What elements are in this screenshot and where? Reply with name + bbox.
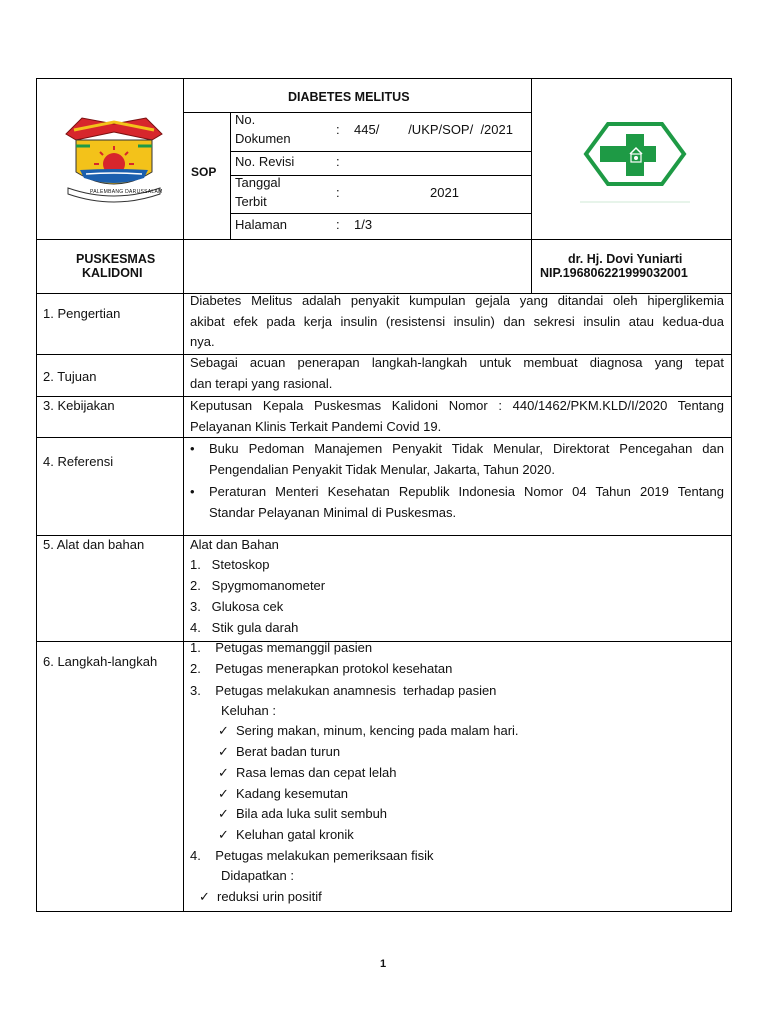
check-icon: [190, 889, 202, 905]
no-revisi-colon: :: [336, 154, 340, 169]
langkah-step: 3. Petugas melakukan anamnesis terhadap pasien: [190, 683, 497, 698]
signatory-nip: NIP.196806221999032001: [540, 266, 688, 280]
keluhan-item: ✓ Keluhan gatal kronik: [236, 827, 354, 843]
org-name-line-1: PUSKESMAS: [76, 252, 156, 266]
tanggal-terbit-value: 2021: [430, 185, 459, 200]
referensi-item-2-line-2: Standar Pelayanan Minimal di Puskesmas.: [209, 505, 457, 520]
tujuan-line-1: Sebagai acuan penerapan langkah-langkah untuk membuat diagnosa yang tepat: [190, 355, 724, 370]
alat-item: 1. Stetoskop: [190, 557, 270, 572]
tanggal-terbit-label-1: Tanggal: [235, 175, 281, 190]
halaman-value: 1/3: [354, 217, 373, 232]
referensi-item-1-line-1: • Buku Pedoman Manajemen Penyakit Tidak Menular, Direktorat Pencegahan dan: [209, 441, 724, 457]
no-dokumen-colon: :: [336, 122, 340, 137]
section-label-tujuan: 2. Tujuan: [43, 369, 97, 384]
document-title: DIABETES MELITUS: [288, 90, 410, 104]
no-dokumen-label-1: No.: [235, 112, 256, 127]
section-label-referensi: 4. Referensi: [43, 454, 114, 469]
crest-motto: PALEMBANG DARUSSALAM: [90, 189, 163, 195]
referensi-item-2-line-1: • Peraturan Menteri Kesehatan Republik Indonesia Nomor 04 Tahun 2019 Tentang: [209, 484, 724, 500]
keluhan-label: Keluhan :: [221, 703, 276, 718]
langkah-step-4: 4. Petugas melakukan pemeriksaan fisik: [190, 848, 434, 863]
page-number: 1: [380, 958, 387, 970]
alat-item: 2. Spygmomanometer: [190, 578, 326, 593]
no-dokumen-label-2: Dokumen: [235, 131, 291, 146]
section-label-alat: 5. Alat dan bahan: [43, 537, 145, 552]
city-crest-logo: [60, 112, 168, 206]
pengertian-line-2: akibat efek pada kerja insulin (resistensi insulin) dan sekresi insulin atau kedua-dua: [190, 314, 724, 329]
alat-heading: Alat dan Bahan: [190, 537, 279, 552]
alat-item: 4. Stik gula darah: [190, 620, 299, 635]
keluhan-item: ✓ Kadang kesemutan: [236, 786, 348, 802]
keluhan-item: ✓ Rasa lemas dan cepat lelah: [236, 765, 396, 781]
referensi-item-1-line-2: Pengendalian Penyakit Tidak Menular, Jakarta, Tahun 2020.: [209, 462, 555, 477]
pengertian-line-3: nya.: [190, 334, 215, 349]
sop-label: SOP: [191, 165, 217, 179]
section-label-kebijakan: 3. Kebijakan: [43, 398, 115, 413]
tanggal-terbit-colon: :: [336, 185, 340, 200]
keluhan-item: ✓ Berat badan turun: [236, 744, 340, 760]
alat-item: 3. Glukosa cek: [190, 599, 284, 614]
halaman-label: Halaman: [235, 217, 288, 232]
section-label-pengertian: 1. Pengertian: [43, 306, 121, 321]
didapatkan-label: Didapatkan :: [221, 868, 294, 883]
puskesmas-logo: [580, 120, 690, 206]
no-dokumen-value: 445/ /UKP/SOP/ /2021: [354, 122, 513, 137]
pengertian-line-1: Diabetes Melitus adalah penyakit kumpulan gejala yang ditandai oleh hiperglikemia: [190, 293, 724, 308]
keluhan-item: ✓ Sering makan, minum, kencing pada malam hari.: [236, 723, 519, 739]
no-revisi-label: No. Revisi: [235, 154, 295, 169]
section-label-langkah: 6. Langkah-langkah: [43, 654, 158, 669]
tanggal-terbit-label-2: Terbit: [235, 194, 267, 209]
signatory-name: dr. Hj. Dovi Yuniarti: [568, 252, 683, 266]
langkah-step: 1. Petugas memanggil pasien: [190, 640, 373, 655]
langkah-step: 2. Petugas menerapkan protokol kesehatan: [190, 661, 453, 676]
halaman-colon: :: [336, 217, 340, 232]
keluhan-item: ✓ Bila ada luka sulit sembuh: [236, 806, 387, 822]
org-name-line-2: KALIDONI: [82, 266, 143, 280]
kebijakan-line-1: Keputusan Kepala Puskesmas Kalidoni Nomor : 440/1462/PKM.KLD/I/2020 Tentang: [190, 398, 724, 413]
hasil-item: ✓ reduksi urin positif: [217, 889, 322, 905]
kebijakan-line-2: Pelayanan Klinis Terkait Pandemi Covid 19.: [190, 419, 442, 434]
tujuan-line-2: dan terapi yang rasional.: [190, 376, 333, 391]
